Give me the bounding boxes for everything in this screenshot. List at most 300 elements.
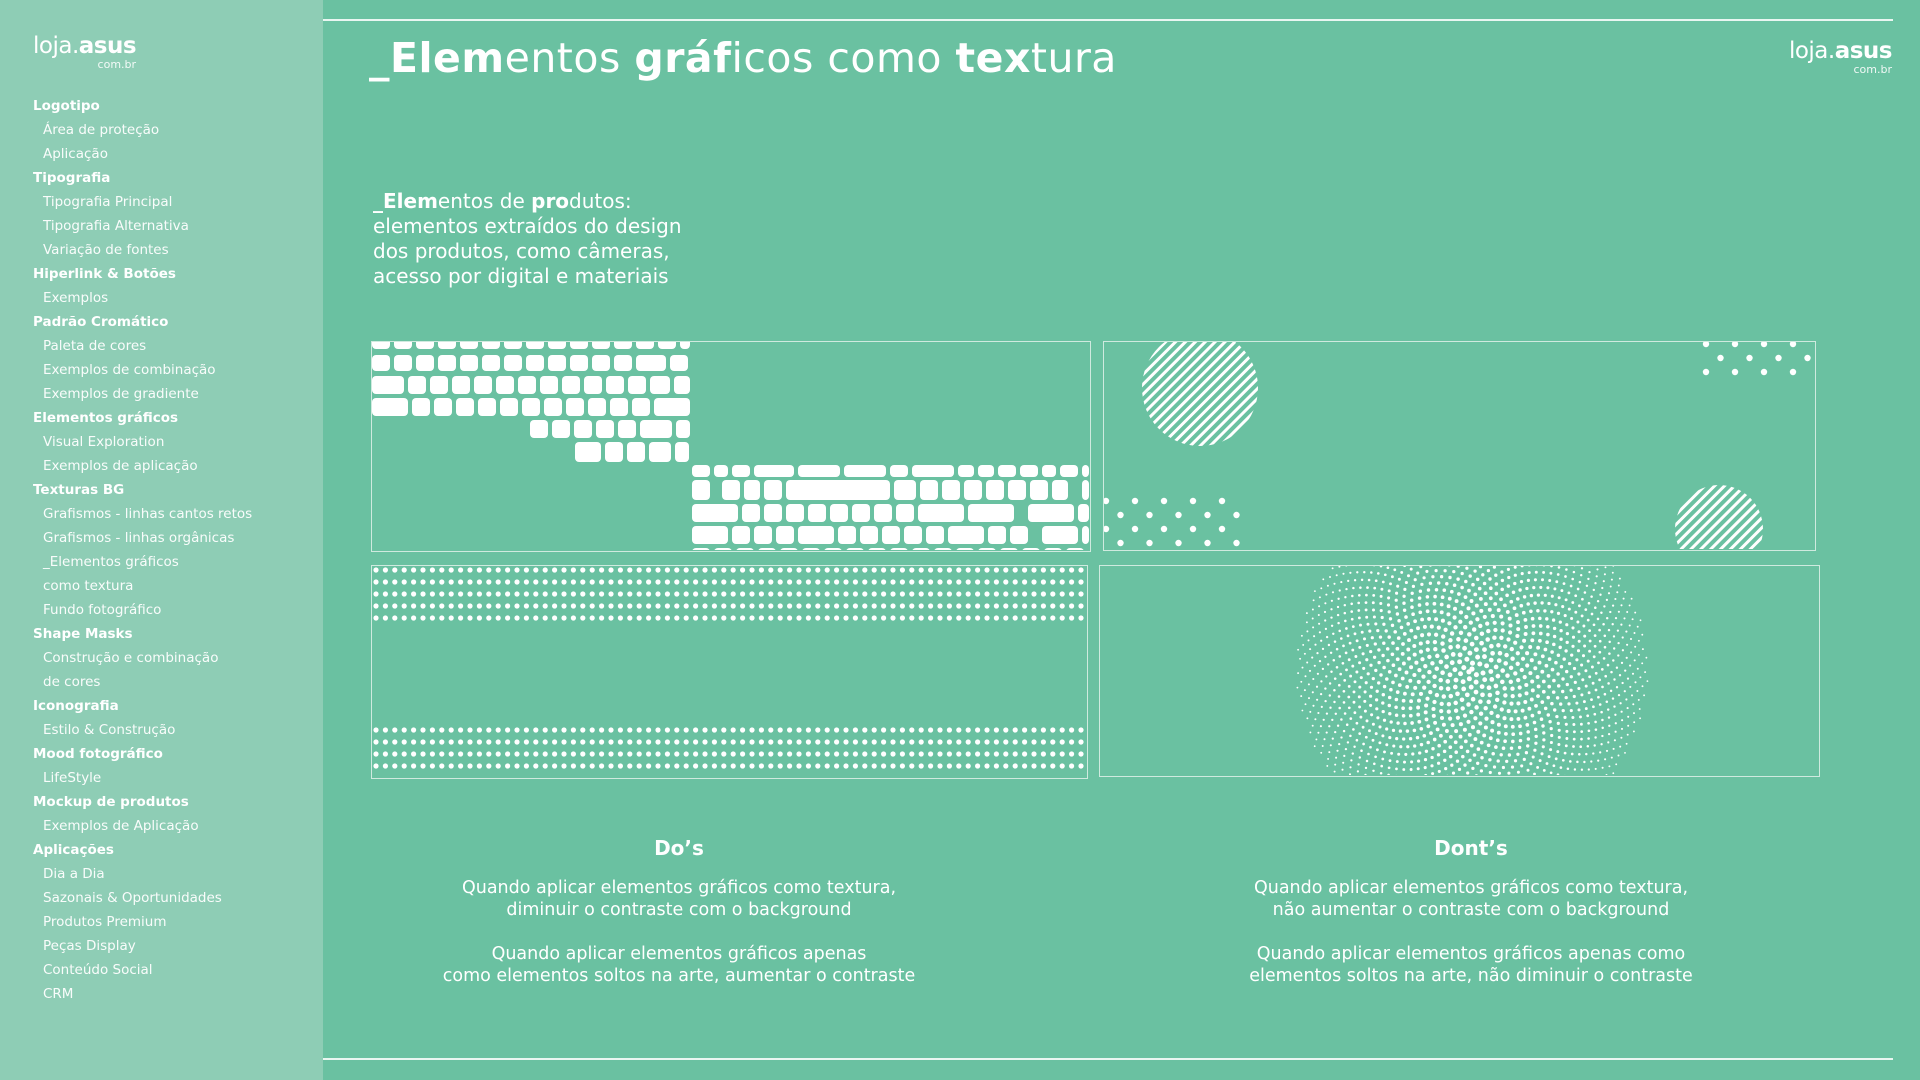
- sidebar-item[interactable]: Conteúdo Social: [43, 962, 153, 978]
- dot: [778, 727, 783, 732]
- sidebar-item[interactable]: Exemplos de gradiente: [43, 386, 199, 402]
- dot: [1459, 722, 1463, 726]
- dot: [1379, 635, 1382, 638]
- dot: [1508, 630, 1512, 634]
- dot: [1409, 665, 1413, 669]
- sidebar-item[interactable]: Visual Exploration: [43, 434, 165, 450]
- dot: [1477, 747, 1481, 751]
- dot: [825, 615, 830, 620]
- dot: [947, 579, 952, 584]
- dot: [994, 603, 999, 608]
- dot: [1622, 636, 1624, 638]
- dot: [984, 739, 989, 744]
- dot: [1481, 573, 1484, 576]
- dot: [1334, 764, 1336, 766]
- dot: [1499, 753, 1502, 756]
- dot: [1546, 762, 1549, 765]
- dot: [1366, 586, 1369, 589]
- dot: [1313, 599, 1315, 601]
- dot: [1636, 690, 1638, 692]
- dot: [693, 579, 698, 584]
- dot: [1431, 772, 1434, 775]
- dot: [890, 603, 895, 608]
- dot: [1615, 722, 1617, 724]
- sidebar-item[interactable]: LifeStyle: [43, 770, 102, 786]
- key: [722, 480, 740, 500]
- sidebar-item[interactable]: Grafismos - linhas cantos retos: [43, 506, 253, 522]
- dot: [1518, 588, 1521, 591]
- dot: [1389, 759, 1392, 762]
- sidebar-item[interactable]: de cores: [43, 674, 101, 690]
- dot: [590, 603, 595, 608]
- dot: [1484, 717, 1488, 721]
- dot: [919, 763, 924, 768]
- sidebar-item[interactable]: Grafismos - linhas orgânicas: [43, 530, 235, 546]
- dot: [580, 751, 585, 756]
- dot: [1588, 729, 1591, 732]
- dot: [1488, 577, 1491, 580]
- dot: [1511, 732, 1515, 736]
- dot: [599, 751, 604, 756]
- dot: [1479, 641, 1484, 646]
- sidebar-item[interactable]: Tipografia Alternativa: [43, 218, 189, 234]
- dot: [881, 763, 886, 768]
- dot: [1104, 498, 1109, 504]
- dot: [1527, 579, 1530, 582]
- dot: [1358, 661, 1361, 664]
- dot: [1413, 686, 1417, 690]
- dot: [411, 739, 416, 744]
- sidebar-item[interactable]: Tipografia Principal: [43, 194, 173, 210]
- dot: [1386, 659, 1390, 663]
- sidebar-item[interactable]: Aplicação: [43, 146, 108, 162]
- dot: [1533, 652, 1537, 656]
- dot: [1031, 591, 1036, 596]
- dot: [1587, 578, 1589, 580]
- dot: [1396, 657, 1400, 661]
- dot: [1311, 657, 1313, 659]
- dot: [1426, 724, 1430, 728]
- key: [544, 398, 562, 416]
- dot: [449, 591, 454, 596]
- dot: [1322, 668, 1324, 670]
- dot: [1316, 699, 1318, 701]
- dot: [1402, 662, 1406, 666]
- dot: [1642, 648, 1644, 650]
- dot: [1480, 631, 1485, 636]
- dot: [1618, 755, 1620, 757]
- sidebar-section[interactable]: Texturas BG: [33, 482, 125, 498]
- dot: [524, 727, 529, 732]
- dot: [1608, 716, 1610, 718]
- dot: [1625, 698, 1627, 700]
- sidebar-item[interactable]: Peças Display: [43, 938, 136, 954]
- sidebar-item[interactable]: Produtos Premium: [43, 914, 167, 930]
- key: [838, 526, 856, 544]
- dot: [1382, 641, 1385, 644]
- dot: [1637, 626, 1639, 628]
- dot: [1425, 717, 1429, 721]
- sidebar-section[interactable]: Tipografia: [33, 170, 111, 186]
- dot: [956, 751, 961, 756]
- dot: [1347, 580, 1349, 582]
- dot: [806, 751, 811, 756]
- dot: [1329, 707, 1331, 709]
- dot: [1382, 581, 1385, 584]
- key: [496, 376, 514, 394]
- dot: [749, 603, 754, 608]
- sidebar-section[interactable]: Mockup de produtos: [33, 794, 189, 810]
- dot: [1306, 612, 1308, 614]
- dot: [552, 591, 557, 596]
- dot: [1441, 619, 1445, 623]
- dot: [1604, 675, 1607, 678]
- dot: [1341, 769, 1343, 771]
- dot: [1479, 597, 1483, 601]
- dot: [1570, 653, 1573, 656]
- dot: [1563, 657, 1566, 660]
- sidebar-logo[interactable]: [33, 35, 136, 70]
- sidebar-item[interactable]: Área de proteção: [43, 122, 160, 138]
- dot: [947, 567, 952, 572]
- dot: [1365, 616, 1368, 619]
- dot: [796, 751, 801, 756]
- dot: [1132, 498, 1138, 504]
- dot: [693, 739, 698, 744]
- dot: [1454, 729, 1458, 733]
- key: [978, 465, 994, 477]
- dot: [1443, 569, 1446, 572]
- dot: [1337, 614, 1339, 616]
- text-fragment: icos como: [731, 34, 956, 82]
- dot: [1491, 752, 1495, 756]
- sidebar-item[interactable]: Exemplos de Aplicação: [43, 818, 199, 834]
- dot: [514, 615, 519, 620]
- dot: [458, 567, 463, 572]
- dot: [947, 739, 952, 744]
- dot: [1536, 646, 1540, 650]
- dot: [1334, 640, 1337, 643]
- dot: [1450, 660, 1455, 665]
- dot: [1564, 649, 1567, 652]
- dot: [1521, 709, 1525, 713]
- dot: [1498, 772, 1501, 775]
- dot: [1532, 755, 1535, 758]
- dot: [1555, 715, 1558, 718]
- dot: [1516, 662, 1520, 666]
- dot: [467, 739, 472, 744]
- dot: [1013, 751, 1018, 756]
- dot: [1607, 664, 1610, 667]
- dot: [900, 751, 905, 756]
- dos-line: Quando aplicar elementos gráficos apenas: [491, 944, 867, 964]
- dot: [1406, 745, 1409, 748]
- dot: [1326, 732, 1328, 734]
- dot: [373, 591, 378, 596]
- dot: [1433, 595, 1437, 599]
- dot: [1351, 665, 1354, 668]
- sidebar-item[interactable]: Variação de fontes: [43, 242, 169, 258]
- dot: [1312, 618, 1314, 620]
- key: [732, 526, 750, 544]
- dot: [693, 727, 698, 732]
- dot: [1377, 681, 1380, 684]
- sidebar-item[interactable]: CRM: [43, 986, 74, 1002]
- key: [714, 465, 728, 477]
- dot: [1425, 602, 1429, 606]
- dot: [373, 763, 378, 768]
- sidebar-section[interactable]: Elementos gráficos: [33, 410, 179, 426]
- dot: [1508, 617, 1512, 621]
- key: [456, 398, 474, 416]
- key: [968, 504, 1014, 522]
- dot: [1204, 540, 1210, 546]
- dot: [1634, 632, 1636, 634]
- dot: [862, 603, 867, 608]
- dot: [1503, 603, 1507, 607]
- dot: [1611, 757, 1613, 759]
- dot: [1559, 629, 1562, 632]
- dot: [947, 763, 952, 768]
- sidebar-item[interactable]: _Elementos gráficos: [43, 554, 179, 570]
- dot: [1331, 719, 1333, 721]
- dot: [1358, 646, 1361, 649]
- dot: [1573, 730, 1576, 733]
- dot: [665, 739, 670, 744]
- dot: [1538, 617, 1542, 621]
- dot: [1041, 727, 1046, 732]
- dot: [1513, 582, 1516, 585]
- dot: [1542, 690, 1546, 694]
- sidebar-section[interactable]: Logotipo: [33, 98, 100, 114]
- dot: [477, 763, 482, 768]
- text-fragment: entos de: [437, 189, 532, 213]
- dot: [937, 763, 942, 768]
- dot: [1558, 736, 1561, 739]
- dot: [1494, 574, 1497, 577]
- dot: [477, 603, 482, 608]
- dot: [984, 579, 989, 584]
- dot: [1359, 716, 1362, 719]
- dot: [1003, 739, 1008, 744]
- key: [574, 420, 592, 438]
- dot: [1509, 666, 1513, 670]
- dot: [1559, 638, 1562, 641]
- dot: [956, 727, 961, 732]
- dot: [1601, 686, 1604, 689]
- dot: [1585, 707, 1588, 710]
- sidebar-section[interactable]: Padrão Cromático: [33, 314, 169, 330]
- dot: [1626, 611, 1628, 613]
- dot: [1360, 749, 1363, 752]
- dot: [731, 567, 736, 572]
- sidebar-section[interactable]: Iconografia: [33, 698, 119, 714]
- dot: [402, 615, 407, 620]
- dot: [947, 751, 952, 756]
- dot: [778, 739, 783, 744]
- dot: [1502, 766, 1505, 769]
- dot: [1517, 771, 1520, 774]
- dot: [1533, 773, 1536, 775]
- dot: [1320, 680, 1322, 682]
- key: [692, 480, 710, 500]
- dot: [1487, 569, 1490, 572]
- dot: [1386, 647, 1390, 651]
- dot: [420, 603, 425, 608]
- dot: [1496, 643, 1501, 648]
- sidebar-item[interactable]: Estilo & Construção: [43, 722, 176, 738]
- dot: [420, 591, 425, 596]
- dot: [1380, 609, 1383, 612]
- dot: [1320, 725, 1322, 727]
- dot: [796, 727, 801, 732]
- dot: [1312, 626, 1314, 628]
- dot: [1409, 714, 1413, 718]
- dot: [1578, 640, 1581, 643]
- dot: [646, 579, 651, 584]
- sidebar-section[interactable]: Aplicações: [33, 842, 114, 858]
- dot: [1470, 661, 1475, 666]
- key: [1020, 465, 1038, 477]
- dot: [1489, 736, 1493, 740]
- dot: [1703, 369, 1709, 375]
- dot: [1435, 666, 1440, 671]
- dot: [1746, 355, 1752, 361]
- dot: [1461, 679, 1466, 684]
- dot: [665, 567, 670, 572]
- dot: [1489, 644, 1494, 649]
- dot: [1562, 709, 1565, 712]
- dot: [1078, 615, 1083, 620]
- dot: [1003, 591, 1008, 596]
- dot: [590, 751, 595, 756]
- dot: [1804, 355, 1810, 361]
- dot: [1556, 696, 1559, 699]
- key: [912, 548, 930, 550]
- dot: [1312, 705, 1314, 707]
- dot: [1525, 663, 1529, 667]
- logo-text-light: loja.: [1788, 38, 1835, 64]
- sidebar-item[interactable]: Sazonais & Oportunidades: [43, 890, 222, 906]
- dot: [749, 591, 754, 596]
- dot: [853, 591, 858, 596]
- sidebar-section[interactable]: Hiperlink & Botões: [33, 266, 176, 282]
- dot: [1465, 692, 1470, 697]
- dot: [890, 751, 895, 756]
- donts-title: Dont’s: [1434, 836, 1508, 860]
- dot: [1516, 701, 1520, 705]
- dot: [684, 763, 689, 768]
- dot: [1387, 596, 1390, 599]
- dot: [872, 751, 877, 756]
- dot: [1373, 587, 1376, 590]
- dot: [834, 603, 839, 608]
- dot: [684, 603, 689, 608]
- dot: [1467, 651, 1472, 656]
- dot: [1579, 715, 1582, 718]
- key: [548, 342, 566, 349]
- dot: [1416, 713, 1420, 717]
- sidebar-item[interactable]: como textura: [43, 578, 134, 594]
- dot: [956, 739, 961, 744]
- dot: [1555, 580, 1558, 583]
- sidebar-section[interactable]: Shape Masks: [33, 626, 133, 642]
- dot: [458, 579, 463, 584]
- dot: [1587, 745, 1590, 748]
- dot: [1312, 725, 1314, 727]
- sidebar-item[interactable]: Dia a Dia: [43, 866, 105, 882]
- dot: [1443, 628, 1447, 632]
- dot: [984, 567, 989, 572]
- dot: [1050, 739, 1055, 744]
- dot: [1531, 714, 1535, 718]
- sidebar-item[interactable]: Fundo fotográfico: [43, 602, 162, 618]
- dot: [1790, 369, 1796, 375]
- dot: [1117, 540, 1123, 546]
- key: [430, 376, 448, 394]
- dot: [1612, 566, 1614, 567]
- sidebar-item[interactable]: Exemplos: [43, 290, 109, 306]
- key: [1082, 526, 1089, 544]
- dot: [1629, 604, 1631, 606]
- dot: [1463, 763, 1466, 766]
- dot: [1573, 667, 1576, 670]
- dot: [1460, 706, 1464, 710]
- sidebar-item[interactable]: Exemplos de aplicação: [43, 458, 198, 474]
- dot: [1338, 566, 1340, 568]
- dot: [1422, 686, 1426, 690]
- dot: [1050, 567, 1055, 572]
- dot: [1117, 512, 1123, 518]
- dot: [919, 615, 924, 620]
- dot: [1403, 588, 1406, 591]
- dot: [1372, 723, 1375, 726]
- dot: [1353, 746, 1355, 748]
- dot: [1161, 498, 1167, 504]
- dot: [1330, 744, 1332, 746]
- dot: [1337, 598, 1339, 600]
- dot: [1557, 684, 1561, 688]
- dot: [1598, 629, 1601, 632]
- dot: [1329, 682, 1331, 684]
- dot: [909, 579, 914, 584]
- halftone-group: [1297, 566, 1649, 775]
- dot: [768, 591, 773, 596]
- dot: [1539, 624, 1543, 628]
- dot: [1395, 599, 1398, 602]
- dot: [486, 615, 491, 620]
- dot: [1542, 571, 1545, 574]
- sidebar-section[interactable]: Mood fotográfico: [33, 746, 163, 762]
- dot: [684, 591, 689, 596]
- dot: [383, 591, 388, 596]
- dot: [496, 763, 501, 768]
- dot: [1594, 634, 1597, 637]
- dot: [1543, 769, 1546, 772]
- dot: [655, 567, 660, 572]
- sidebar-item[interactable]: Paleta de cores: [43, 338, 147, 354]
- sidebar-item[interactable]: Construção e combinação: [43, 650, 219, 666]
- sidebar-item[interactable]: Exemplos de combinação: [43, 362, 216, 378]
- dot: [1388, 736, 1391, 739]
- dot: [1524, 632, 1528, 636]
- dot: [1516, 597, 1520, 601]
- dot: [458, 727, 463, 732]
- dot: [928, 579, 933, 584]
- dot: [1316, 686, 1318, 688]
- dot: [1069, 579, 1074, 584]
- dot: [1410, 721, 1414, 725]
